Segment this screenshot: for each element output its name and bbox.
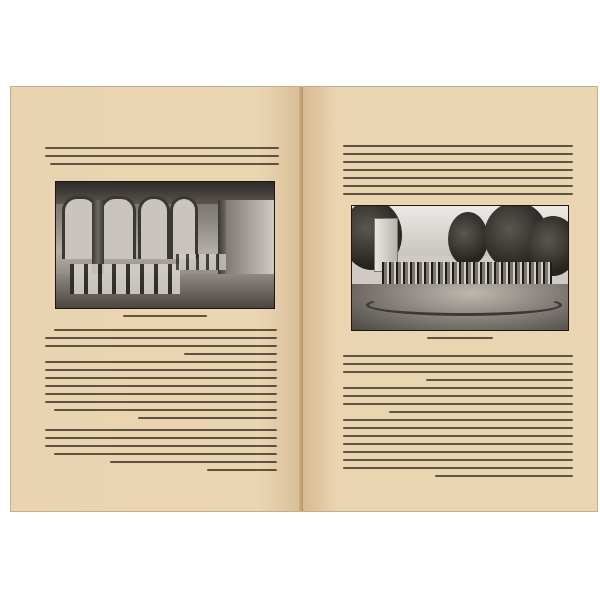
dining-hall-photo (55, 181, 275, 309)
book-spread (10, 86, 598, 512)
right-photo-caption (427, 337, 493, 339)
garden-crowd-photo (351, 205, 569, 331)
left-paragraph-middle (45, 329, 277, 425)
right-paragraph-middle (343, 355, 573, 483)
right-paragraph-top (343, 145, 573, 201)
left-photo-caption (123, 315, 207, 317)
left-page (11, 87, 303, 511)
left-paragraph-top (45, 147, 279, 171)
left-paragraph-bottom (45, 429, 277, 477)
right-page (303, 87, 597, 511)
